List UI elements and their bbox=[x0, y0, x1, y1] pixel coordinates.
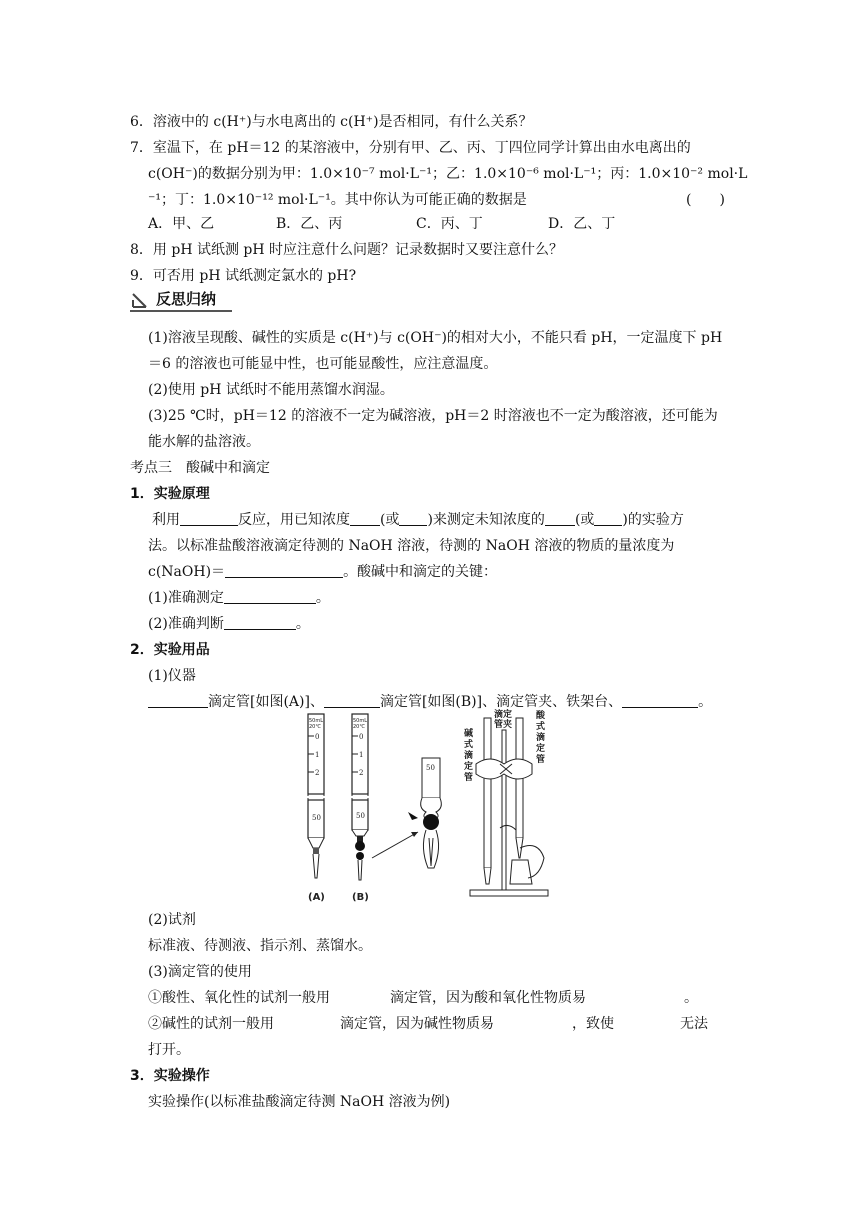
svg-text:滴: 滴 bbox=[464, 751, 474, 761]
blank bbox=[148, 693, 208, 708]
blank bbox=[350, 511, 380, 526]
blank bbox=[324, 693, 380, 708]
question-7-line-1: 7．室温下，在 pH＝12 的某溶液中，分别有甲、乙、丙、丁四位同学计算出由水电离出的 bbox=[130, 140, 691, 156]
blank bbox=[399, 511, 427, 526]
principle-key-2 bbox=[148, 614, 310, 634]
instrument-b: 滴定管[如图(B)]、滴定管夹、铁架台、 bbox=[379, 694, 623, 710]
instrument-a: 滴定管[如图(A)]、 bbox=[208, 694, 324, 710]
svg-text:酸: 酸 bbox=[536, 711, 546, 721]
scale-50-b: 50 bbox=[356, 812, 365, 820]
principle-text-6: )的实验方 bbox=[622, 512, 684, 528]
operation-text: 实验操作(以标准盐酸滴定待测 NaOH 溶液为例) bbox=[148, 1094, 451, 1110]
svg-text:式: 式 bbox=[464, 740, 474, 750]
scale-2-b: 2 bbox=[359, 769, 364, 777]
svg-text:20℃: 20℃ bbox=[353, 724, 365, 730]
principle-key-1 bbox=[148, 588, 330, 608]
burette-figure bbox=[300, 708, 552, 904]
option-b: B．乙、丙 bbox=[276, 216, 343, 232]
svg-text:20℃: 20℃ bbox=[309, 724, 321, 730]
zoomed-tip bbox=[408, 758, 441, 868]
reflection-point-2: (2)使用 pH 试纸时不能用蒸馏水润湿。 bbox=[148, 382, 394, 398]
option-d: D．乙、丁 bbox=[548, 216, 616, 232]
burette-use-2-cont: 打开。 bbox=[148, 1042, 190, 1058]
reflection-point-1-line-2: ＝6 的溶液也可能显中性，也可能显酸性，应注意温度。 bbox=[148, 356, 498, 372]
svg-text:滴定: 滴定 bbox=[494, 710, 513, 720]
reagent-list: 标准液、待测液、指示剂、蒸馏水。 bbox=[148, 938, 372, 954]
blank bbox=[594, 511, 622, 526]
question-8: 8．用 pH 试纸测 pH 时应注意什么问题？记录数据时又要注意什么？ bbox=[130, 242, 564, 258]
reagent-heading: (2)试剂 bbox=[148, 912, 196, 928]
principle-text-2: 反应，用已知浓度 bbox=[238, 512, 350, 528]
principle-text-4: )来测定未知浓度的 bbox=[427, 512, 545, 528]
principle-text-3: (或 bbox=[380, 512, 400, 528]
instruments-heading: (1)仪器 bbox=[148, 668, 196, 684]
use-2-text-b: 滴定管，因为碱性物质易 bbox=[340, 1016, 494, 1032]
scale-50-a: 50 bbox=[312, 814, 321, 822]
section-title: 考点三 酸碱中和滴定 bbox=[130, 460, 270, 476]
svg-text:碱: 碱 bbox=[464, 729, 474, 739]
svg-text:50mL: 50mL bbox=[309, 718, 324, 724]
option-a: A．甲、乙 bbox=[148, 216, 215, 232]
principle-text-5: (或 bbox=[574, 512, 595, 528]
blank bbox=[622, 693, 698, 708]
burette-b bbox=[352, 714, 369, 903]
heading-principle: 1．实验原理 bbox=[130, 486, 210, 502]
scale-1: 1 bbox=[315, 751, 320, 759]
svg-text:管: 管 bbox=[464, 773, 474, 783]
scale-0-b: 0 bbox=[359, 733, 364, 741]
svg-text:式: 式 bbox=[536, 722, 546, 732]
key-1-end: 。 bbox=[315, 590, 330, 606]
use-2-text-a: ②碱性的试剂一般用 bbox=[148, 1016, 274, 1032]
question-6: 6．溶液中的 c(H⁺)与水电离出的 c(H⁺)是否相同，有什么关系？ bbox=[130, 114, 533, 130]
svg-text:50mL: 50mL bbox=[353, 718, 368, 724]
principle-key: 。酸碱中和滴定的关键： bbox=[343, 564, 498, 580]
heading-operation: 3．实验操作 bbox=[130, 1068, 210, 1084]
answer-parentheses: ( ) bbox=[686, 192, 725, 208]
instrument-end: 。 bbox=[698, 694, 713, 710]
formula-lhs: c(NaOH)＝ bbox=[148, 564, 226, 580]
reflection-heading bbox=[130, 288, 232, 312]
svg-text:定: 定 bbox=[464, 762, 474, 772]
titration-stand bbox=[464, 708, 548, 896]
principle-line-3 bbox=[148, 562, 497, 582]
svg-text:滴: 滴 bbox=[536, 733, 546, 743]
reflection-point-3-line-2: 能水解的盐溶液。 bbox=[148, 434, 260, 450]
use-1-end: 。 bbox=[684, 990, 698, 1006]
reflection-icon bbox=[130, 290, 150, 310]
blank bbox=[545, 511, 575, 526]
scale-1-b: 1 bbox=[359, 751, 364, 759]
reflection-title: 反思归纳 bbox=[156, 290, 217, 308]
scale-50-zoom: 50 bbox=[426, 764, 435, 772]
use-1-text-b: 滴定管，因为酸和氧化性物质易 bbox=[390, 990, 586, 1006]
question-9: 9．可否用 pH 试纸测定氯水的 pH? bbox=[130, 268, 357, 284]
scale-2: 2 bbox=[315, 769, 320, 777]
use-2-text-d: 无法 bbox=[680, 1016, 708, 1032]
svg-text:定: 定 bbox=[536, 744, 546, 754]
svg-text:管夹: 管夹 bbox=[494, 720, 513, 730]
option-c: C．丙、丁 bbox=[416, 216, 483, 232]
blank bbox=[180, 511, 238, 526]
key-1-text: (1)准确测定 bbox=[148, 590, 224, 606]
use-2-text-c: ，致使 bbox=[572, 1016, 614, 1032]
reflection-underline bbox=[130, 310, 232, 312]
key-2-end: 。 bbox=[295, 616, 310, 632]
svg-text:管: 管 bbox=[536, 755, 546, 765]
label-b: (B) bbox=[352, 892, 369, 903]
burette-a bbox=[308, 714, 325, 903]
question-7-line-2: c(OH⁻)的数据分别为甲：1.0×10⁻⁷ mol·L⁻¹；乙：1.0×10⁻⁶ mol·L⁻¹；丙：1.0×10⁻² mol·L bbox=[148, 166, 748, 182]
burette-use-heading: (3)滴定管的使用 bbox=[148, 964, 252, 980]
use-1-text-a: ①酸性、氧化性的试剂一般用 bbox=[148, 990, 330, 1006]
question-7-line-3: ⁻¹；丁：1.0×10⁻¹² mol·L⁻¹。其中你认为可能正确的数据是 bbox=[148, 192, 527, 208]
burette-use-2 bbox=[148, 1014, 708, 1034]
label-a: (A) bbox=[308, 892, 325, 903]
blank bbox=[224, 615, 296, 630]
scale-0: 0 bbox=[315, 733, 320, 741]
reflection-point-1-line-1: (1)溶液呈现酸、碱性的实质是 c(H⁺)与 c(OH⁻)的相对大小，不能只看 pH，一定温度下 pH bbox=[148, 330, 723, 346]
reflection-point-3-line-1: (3)25 ℃时，pH＝12 的溶液不一定为碱溶液，pH＝2 时溶液也不一定为酸溶液，还可能为 bbox=[148, 408, 718, 424]
burette-use-1 bbox=[148, 988, 698, 1008]
principle-line-2: 法。以标准盐酸溶液滴定待测的 NaOH 溶液，待测的 NaOH 溶液的物质的量浓度为 bbox=[148, 538, 675, 554]
blank bbox=[225, 563, 343, 578]
heading-materials: 2．实验用品 bbox=[130, 642, 210, 658]
key-2-text: (2)准确判断 bbox=[148, 616, 224, 632]
blank bbox=[224, 589, 316, 604]
principle-line-1 bbox=[152, 510, 684, 530]
principle-text-1: 利用 bbox=[152, 512, 180, 528]
